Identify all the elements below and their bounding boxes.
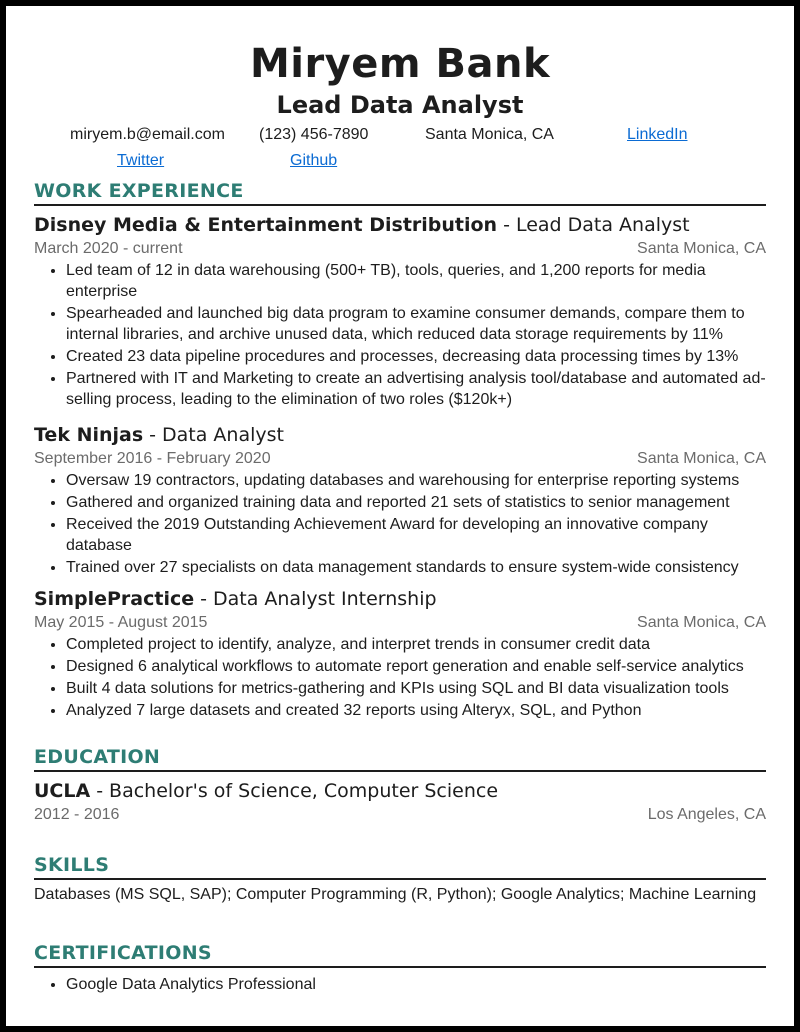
job-bullet: • Designed 6 analytical workflows to automate report generation and enable self-service analytics — [66, 656, 766, 677]
job-separator: - — [503, 214, 510, 236]
section-title-certifications: CERTIFICATIONS — [34, 942, 766, 968]
education-dates: 2012 - 2016 — [34, 806, 120, 823]
contact-info — [34, 126, 766, 180]
job-title: Lead Data Analyst — [515, 214, 690, 236]
education-entry — [34, 778, 766, 826]
education-field: Computer Science — [323, 780, 499, 802]
section-title-work: WORK EXPERIENCE — [34, 180, 766, 206]
certification-list — [34, 974, 766, 995]
job-title: Data Analyst — [162, 424, 284, 446]
certification-item: • Google Data Analytics Professional — [66, 974, 766, 995]
section-gap — [34, 906, 766, 942]
education-degree: Bachelor's of Science, — [109, 780, 318, 802]
job-bullet: • Created 23 data pipeline procedures and processes, decreasing data processing times by 13% — [66, 346, 766, 367]
job-company: Tek Ninjas — [34, 424, 144, 446]
job-company: SimplePractice — [34, 588, 195, 610]
job-heading — [34, 212, 766, 238]
job-bullet: • Spearheaded and launched big data program to examine consumer demands, compare them to internal libraries, and archive unused data, which reduced data storage requirements by 11% — [66, 303, 766, 345]
section-gap — [34, 826, 766, 854]
education-school: UCLA — [34, 780, 91, 802]
job-meta — [34, 612, 766, 634]
education-heading — [34, 778, 766, 804]
linkedin-link[interactable]: LinkedIn — [627, 126, 688, 143]
job-bullet: • Gathered and organized training data and reported 21 sets of statistics to senior management — [66, 492, 766, 513]
job-location: Santa Monica, CA — [637, 614, 766, 631]
section-title-education: EDUCATION — [34, 746, 766, 772]
job-heading — [34, 586, 766, 612]
job-bullet: • Completed project to identify, analyze, and interpret trends in consumer credit data — [66, 634, 766, 655]
email-text: miryem.b@email.com — [70, 126, 225, 143]
education-separator: - — [96, 780, 104, 802]
education-meta — [34, 804, 766, 826]
job-entry — [34, 586, 766, 721]
candidate-name: Miryem Bank — [249, 41, 551, 87]
twitter-link[interactable]: Twitter — [117, 152, 165, 169]
job-location: Santa Monica, CA — [637, 450, 766, 467]
job-bullet: • Analyzed 7 large datasets and created 32 reports using Alteryx, SQL, and Python — [66, 700, 766, 721]
location-text: Santa Monica, CA — [425, 126, 554, 143]
job-bullets — [34, 634, 766, 721]
job-bullet: • Received the 2019 Outstanding Achievement Award for developing an innovative company database — [66, 514, 766, 556]
job-meta — [34, 448, 766, 470]
job-bullet: • Built 4 data solutions for metrics-gathering and KPIs using SQL and BI data visualization tools — [66, 678, 766, 699]
job-bullet: • Led team of 12 in data warehousing (500+ TB), tools, queries, and 1,200 reports for media enterprise — [66, 260, 766, 302]
skills-text: Databases (MS SQL, SAP); Computer Programming (R, Python); Google Analytics; Machine Learning — [34, 886, 757, 903]
job-separator: - — [149, 424, 157, 446]
job-company: Disney Media & Entertainment Distribution — [34, 214, 498, 236]
job-dates: May 2015 - August 2015 — [34, 614, 208, 631]
phone-text: (123) 456-7890 — [259, 126, 369, 143]
section-gap — [34, 722, 766, 746]
job-dates: September 2016 - February 2020 — [34, 450, 271, 467]
job-bullet: • Trained over 27 specialists on data management standards to ensure system-wide consistency — [66, 557, 766, 578]
job-bullet: • Oversaw 19 contractors, updating databases and warehousing for enterprise reporting systems — [66, 470, 766, 491]
job-meta — [34, 238, 766, 260]
candidate-headline: Lead Data Analyst — [276, 91, 524, 119]
job-location: Santa Monica, CA — [637, 240, 766, 257]
job-entry — [34, 212, 766, 410]
job-separator: - — [200, 588, 207, 610]
job-heading — [34, 422, 766, 448]
job-dates: March 2020 - current — [34, 240, 183, 257]
github-link[interactable]: Github — [290, 152, 338, 169]
job-entry — [34, 422, 766, 578]
job-bullet: • Partnered with IT and Marketing to create an advertising analysis tool/database and automated ad-selling process, leading to the elimination of two roles ($120k+) — [66, 368, 766, 410]
section-title-skills: SKILLS — [34, 854, 766, 880]
job-bullets — [34, 470, 766, 578]
education-location: Los Angeles, CA — [647, 806, 766, 823]
job-title: Data Analyst Internship — [212, 588, 437, 610]
job-bullets — [34, 260, 766, 410]
